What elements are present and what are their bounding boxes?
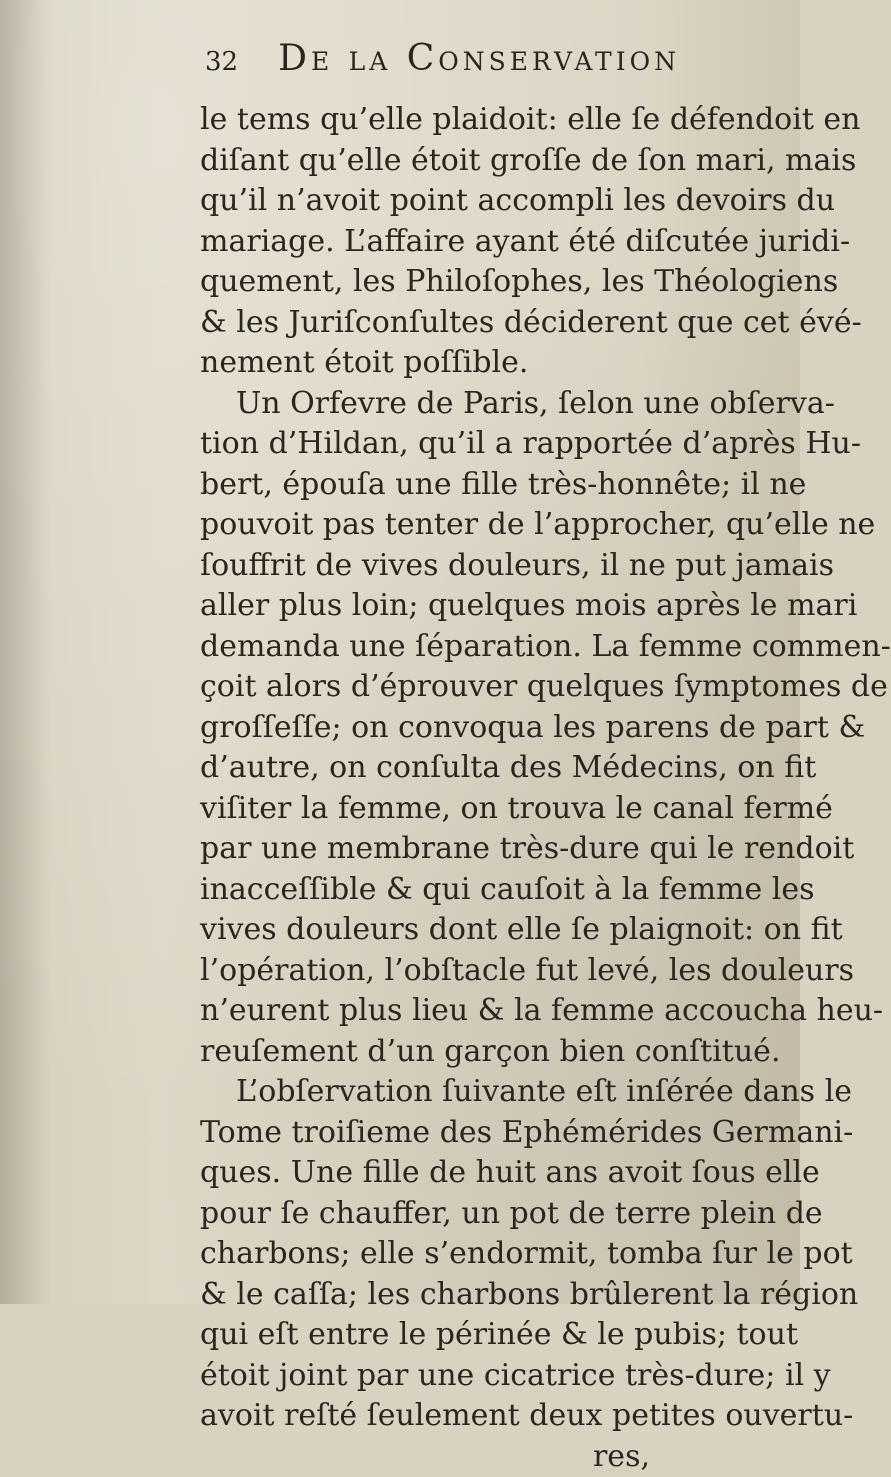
text-line: & le caſſa; les charbons brûlerent la région [200,1275,780,1316]
text-line: d’autre, on conſulta des Médecins, on fit [200,748,780,789]
text-line: groſſeſſe; on convoqua les parens de part & [200,708,780,749]
spine-shadow [0,0,50,1304]
text-line: le tems qu’elle plaidoit: elle ſe défendoit en [200,100,780,141]
text-line: bert, épouſa une fille très-honnête; il ne [200,465,780,506]
text-line: & les Juriſconſultes déciderent que cet évé- [200,303,780,344]
text-line: pouvoit pas tenter de l’approcher, qu’elle ne [200,505,780,546]
text-line: quement, les Philoſophes, les Théologiens [200,262,780,303]
text-line: avoit reſté ſeulement deux petites ouvertu- [200,1396,780,1437]
text-line: L’obſervation ſuivante eſt inſérée dans le [200,1072,780,1113]
text-line: l’opération, l’obſtacle fut levé, les douleurs [200,951,780,992]
text-line: par une membrane très-dure qui le rendoit [200,829,780,870]
text-line: ſouffrit de vives douleurs, il ne put jamais [200,546,780,587]
text-line: reuſement d’un garçon bien conſtitué. [200,1032,780,1073]
text-line: Tome troiſieme des Ephémérides Germani- [200,1113,780,1154]
text-line: pour ſe chauffer, un pot de terre plein de [200,1194,780,1235]
text-line: tion d’Hildan, qu’il a rapportée d’après Hu- [200,424,780,465]
text-line: n’eurent plus lieu & la femme accoucha heu- [200,991,780,1032]
text-line: aller plus loin; quelques mois après le mari [200,586,780,627]
page-number: 32 [205,47,238,77]
text-line: mariage. L’affaire ayant été diſcutée juridi- [200,222,780,263]
text-line: ques. Une fille de huit ans avoit ſous elle [200,1153,780,1194]
text-line: charbons; elle s’endormit, tomba ſur le pot [200,1234,780,1275]
text-line: Un Orfevre de Paris, ſelon une obſerva- [200,384,780,425]
text-line: demanda une ſéparation. La femme commen- [200,627,780,668]
catchword: res, [200,1437,780,1477]
text-line: viſiter la femme, on trouva le canal fermé [200,789,780,830]
text-line: qu’il n’avoit point accompli les devoirs du [200,181,780,222]
text-line: étoit joint par une cicatrice très-dure; il y [200,1356,780,1397]
page-header [205,38,680,79]
text-line: vives douleurs dont elle ſe plaignoit: on fit [200,910,780,951]
text-line: çoit alors d’éprouver quelques ſymptomes de [200,667,780,708]
text-line: diſant qu’elle étoit groſſe de ſon mari, mais [200,141,780,182]
running-head: De la Conservation [278,38,680,79]
text-line: nement étoit poſſible. [200,343,780,384]
text-line: qui eſt entre le périnée & le pubis; tout [200,1315,780,1356]
text-line: inacceſſible & qui cauſoit à la femme les [200,870,780,911]
body-text [200,100,780,1477]
